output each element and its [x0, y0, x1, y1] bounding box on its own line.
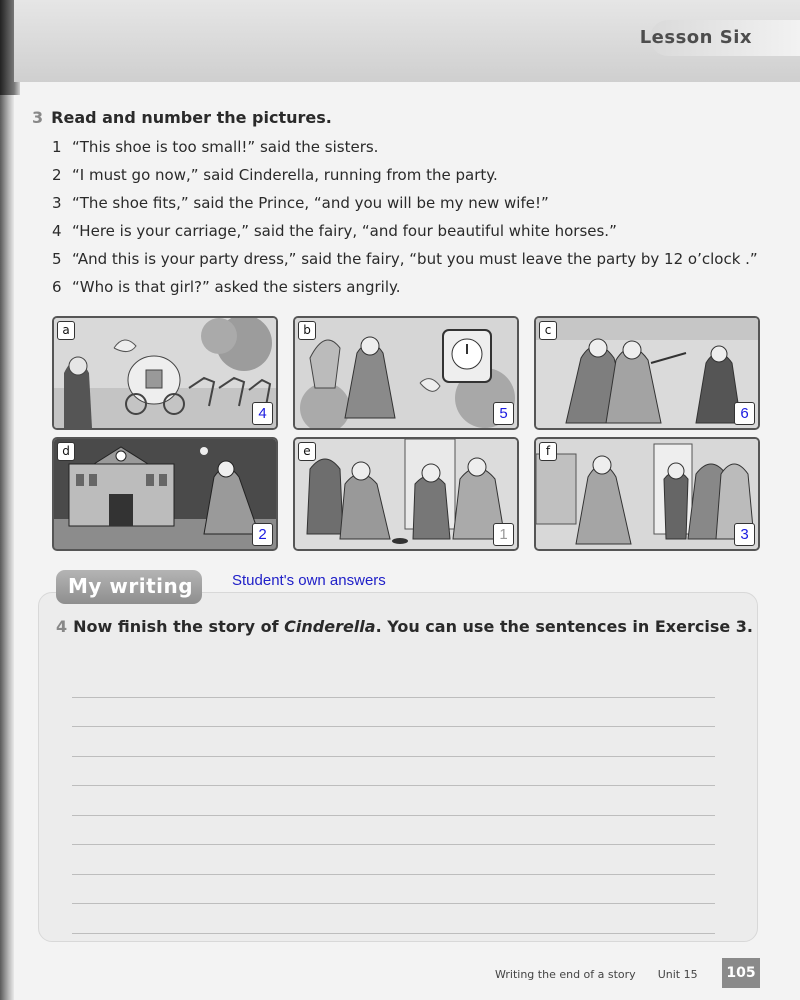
writing-line[interactable] — [72, 757, 715, 787]
party-sisters-illustration — [536, 318, 758, 428]
writing-line[interactable] — [72, 816, 715, 846]
carriage-scene-illustration — [54, 318, 276, 428]
answer-box[interactable]: 4 — [252, 402, 273, 425]
answer-box[interactable]: 1 — [493, 523, 514, 546]
sentence-5 — [52, 249, 772, 277]
picture-f — [534, 437, 760, 551]
picture-a — [52, 316, 278, 430]
writing-line[interactable] — [72, 904, 715, 934]
prince-shoe-fits-illustration — [536, 439, 758, 549]
writing-line[interactable] — [72, 727, 715, 757]
picture-letter: e — [298, 442, 316, 461]
answer-box[interactable]: 6 — [734, 402, 755, 425]
instruction-part: Now finish the story of — [73, 617, 285, 636]
sentence-number: 3 — [52, 194, 62, 212]
exercise-3-title — [32, 108, 332, 127]
exercise-number: 3 — [32, 108, 44, 127]
footer — [495, 968, 698, 981]
fairy-dress-clock-illustration — [295, 318, 517, 428]
answer-box[interactable]: 5 — [493, 402, 514, 425]
sentence-3 — [52, 193, 772, 221]
writing-line[interactable] — [72, 875, 715, 905]
instruction-part: . You can use the sentences in Exercise 3. — [375, 617, 753, 636]
writing-line[interactable] — [72, 845, 715, 875]
exercise-instruction: Read and number the pictures. — [51, 108, 332, 127]
answer-box[interactable]: 2 — [252, 523, 273, 546]
page-number: 105 — [722, 958, 760, 988]
exercise-4-title — [56, 617, 753, 636]
picture-letter: b — [298, 321, 316, 340]
sentence-list — [52, 137, 772, 305]
book-spine-shadow — [0, 0, 14, 1000]
writing-lines[interactable] — [72, 668, 715, 934]
sentence-text: “Here is your carriage,” said the fairy, “and four beautiful white horses.” — [72, 222, 617, 240]
sentence-number: 5 — [52, 250, 62, 268]
sentence-2 — [52, 165, 772, 193]
sentence-4 — [52, 221, 772, 249]
sentence-number: 6 — [52, 278, 62, 296]
sentence-number: 2 — [52, 166, 62, 184]
picture-letter: d — [57, 442, 75, 461]
picture-letter: c — [539, 321, 557, 340]
footer-topic: Writing the end of a story — [495, 968, 636, 981]
my-writing-label: My writing — [68, 574, 194, 598]
sentence-text: “This shoe is too small!” said the sisters. — [72, 138, 379, 156]
student-note: Student's own answers — [232, 572, 386, 589]
palace-running-illustration — [54, 439, 276, 549]
picture-b — [293, 316, 519, 430]
picture-letter: a — [57, 321, 75, 340]
sentence-6 — [52, 277, 772, 305]
writing-line[interactable] — [72, 698, 715, 728]
shoe-trying-illustration — [295, 439, 517, 549]
footer-unit: Unit 15 — [657, 968, 698, 981]
sentence-number: 1 — [52, 138, 62, 156]
sentence-number: 4 — [52, 222, 62, 240]
picture-c — [534, 316, 760, 430]
writing-line[interactable] — [72, 786, 715, 816]
sentence-text: “The shoe fits,” said the Prince, “and you will be my new wife!” — [72, 194, 549, 212]
sentence-1 — [52, 137, 772, 165]
picture-e — [293, 437, 519, 551]
answer-box[interactable]: 3 — [734, 523, 755, 546]
exercise-number: 4 — [56, 617, 68, 636]
picture-d — [52, 437, 278, 551]
sentence-text: “I must go now,” said Cinderella, running from the party. — [72, 166, 498, 184]
lesson-title: Lesson Six — [639, 27, 752, 48]
picture-letter: f — [539, 442, 557, 461]
sentence-text: “And this is your party dress,” said the fairy, “but you must leave the party by 12 o’clock .” — [72, 250, 758, 268]
sentence-text: “Who is that girl?” asked the sisters angrily. — [72, 278, 401, 296]
story-title: Cinderella — [284, 617, 376, 636]
writing-line[interactable] — [72, 668, 715, 698]
